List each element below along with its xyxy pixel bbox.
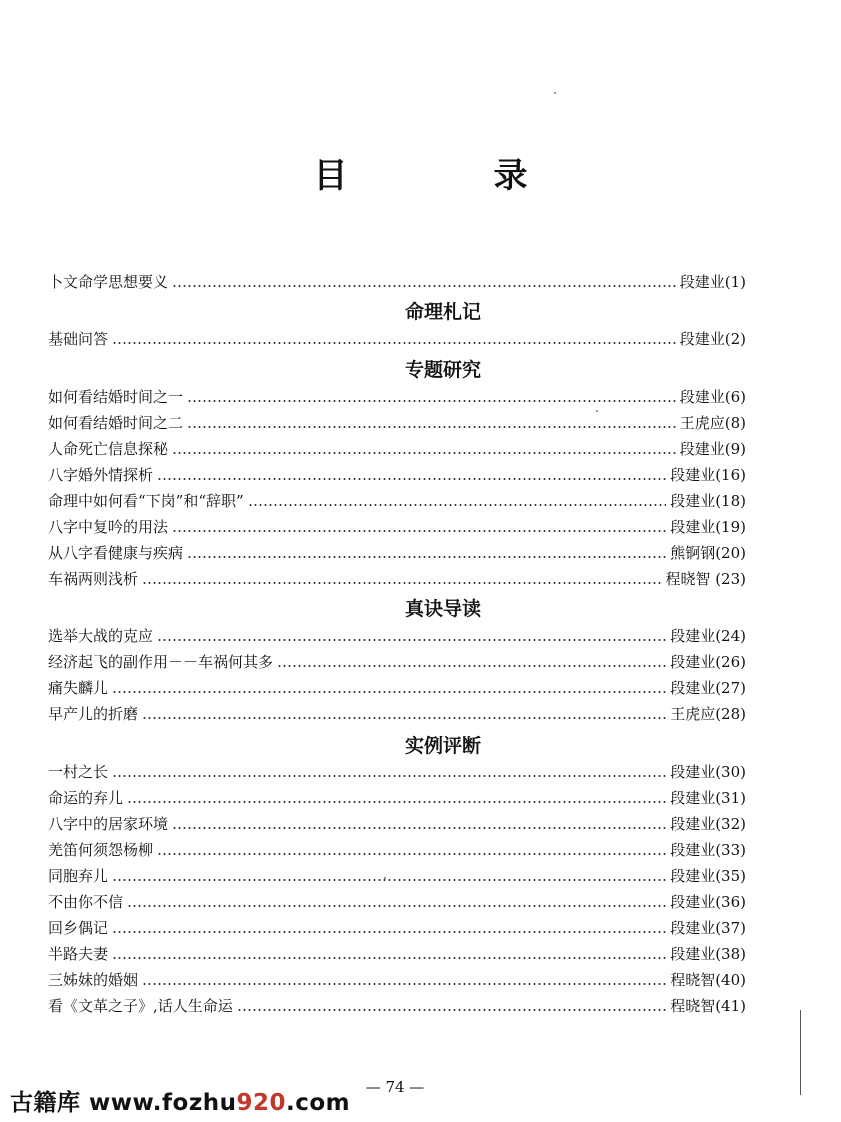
scan-speck [596,410,598,412]
site-watermark[interactable] [10,1084,350,1117]
entry-author-page: 段建业(26) [670,653,746,671]
dot-leader [237,1009,666,1011]
watermark-suffix: .com [285,1090,351,1116]
entry-title: 痛失麟儿 [48,679,109,697]
toc-entry[interactable] [48,944,746,964]
toc-entry[interactable] [48,465,746,485]
entry-author-page: 段建业(32) [670,815,746,833]
section-heading: 命理札记 [404,301,481,323]
entry-title: 羌笛何须怨杨柳 [48,841,154,859]
entry-title: 八字中复吟的用法 [48,518,169,536]
dot-leader [172,285,676,287]
entry-title: 如何看结婚时间之一 [48,388,184,406]
watermark-number: 920 [236,1090,286,1116]
dot-leader [187,426,676,428]
toc-entry[interactable] [48,413,746,433]
entry-title: 同胞弃儿 [48,867,109,885]
entry-title: 三姊妹的婚姻 [48,971,139,989]
dot-leader [142,582,661,584]
entry-author-page: 段建业(24) [670,627,746,645]
entry-author-page: 段建业(31) [670,789,746,807]
section-heading: 实例评断 [404,735,481,757]
toc-entry[interactable] [48,329,746,349]
entry-author-page: 段建业(9) [679,440,746,458]
dot-leader [157,478,666,480]
entry-title: 一村之长 [48,763,109,781]
entry-title: 经济起飞的副作用－－车祸何其多 [48,653,274,671]
toc-entry[interactable] [48,704,746,724]
entry-title: 车祸两则浅析 [48,570,139,588]
entry-title: 不由你不信 [48,893,124,911]
toc-entry[interactable] [48,970,746,990]
dot-leader [187,400,676,402]
toc-entry[interactable] [48,569,746,589]
entry-title: 选举大战的克应 [48,627,154,645]
dot-leader [172,530,666,532]
entry-title: 回乡偶记 [48,919,109,937]
entry-title: 八字中的居家环境 [48,815,169,833]
toc-entry[interactable] [48,491,746,511]
section-heading: 专题研究 [404,359,481,381]
dot-leader [112,691,666,693]
toc-entry[interactable] [48,788,746,808]
dot-leader [112,931,666,933]
dot-leader [277,665,666,667]
entry-title: 基础问答 [48,330,109,348]
scan-speck [554,92,556,94]
entry-author-page: 段建业(6) [679,388,746,406]
toc-entry[interactable] [48,652,746,672]
toc-entry[interactable] [48,272,746,292]
toc-entry[interactable] [48,439,746,459]
entry-author-page: 段建业(1) [679,273,746,291]
entry-title: 半路夫妻 [48,945,109,963]
dot-leader [112,957,666,959]
toc-entry[interactable] [48,387,746,407]
toc-entry[interactable] [48,840,746,860]
dot-leader [142,717,666,719]
entry-author-page: 段建业(16) [670,466,746,484]
dot-leader [248,504,667,506]
entry-author-page: 段建业(27) [670,679,746,697]
dot-leader [127,801,666,803]
section-heading: 真诀导读 [404,598,481,620]
entry-title: 命理中如何看“下岗”和“辞职” [48,492,244,510]
dot-leader [157,639,666,641]
toc-entry[interactable] [48,543,746,563]
watermark-prefix: 古籍库 www.fozhu [10,1090,237,1116]
scan-speck [384,877,386,879]
toc-entry[interactable] [48,626,746,646]
toc-entry[interactable] [48,678,746,698]
entry-title: 从八字看健康与疾病 [48,544,184,562]
entry-author-page: 段建业(37) [670,919,746,937]
page-number: — 74 — [365,1078,425,1096]
entry-author-page: 段建业(30) [670,763,746,781]
entry-author-page: 程晓智(41) [670,997,746,1015]
entry-title: 早产儿的折磨 [48,705,139,723]
dot-leader [112,879,666,881]
dot-leader [112,342,676,344]
dot-leader [112,775,666,777]
entry-author-page: 段建业(18) [670,492,746,510]
dot-leader [172,827,666,829]
entry-author-page: 段建业(36) [670,893,746,911]
entry-author-page: 熊锕钢(20) [670,544,746,562]
entry-author-page: 段建业(38) [670,945,746,963]
entry-title: 看《文革之子》,话人生命运 [48,997,233,1015]
entry-author-page: 王虎应(28) [670,705,746,723]
entry-title: 卜文命学思想要义 [48,273,169,291]
entry-title: 如何看结婚时间之二 [48,414,184,432]
toc-entry[interactable] [48,866,746,886]
entry-author-page: 王虎应(8) [679,414,746,432]
toc-entry[interactable] [48,996,746,1016]
toc-entry[interactable] [48,814,746,834]
entry-title: 人命死亡信息探秘 [48,440,169,458]
entry-author-page: 程晓智 (23) [665,570,746,588]
dot-leader [157,853,666,855]
toc-entry[interactable] [48,762,746,782]
page-title: 目 录 [313,156,584,196]
entry-author-page: 段建业(2) [679,330,746,348]
entry-author-page: 段建业(19) [670,518,746,536]
dot-leader [187,556,666,558]
entry-title: 命运的弃儿 [48,789,124,807]
entry-author-page: 段建业(33) [670,841,746,859]
entry-author-page: 程晓智(40) [670,971,746,989]
toc-entry[interactable] [48,918,746,938]
entry-title: 八字婚外情探析 [48,466,154,484]
dot-leader [127,905,666,907]
toc-entry[interactable] [48,892,746,912]
dot-leader [172,452,676,454]
dot-leader [142,983,666,985]
toc-entry[interactable] [48,517,746,537]
entry-author-page: 段建业(35) [670,867,746,885]
scan-edge-line [800,1010,801,1095]
